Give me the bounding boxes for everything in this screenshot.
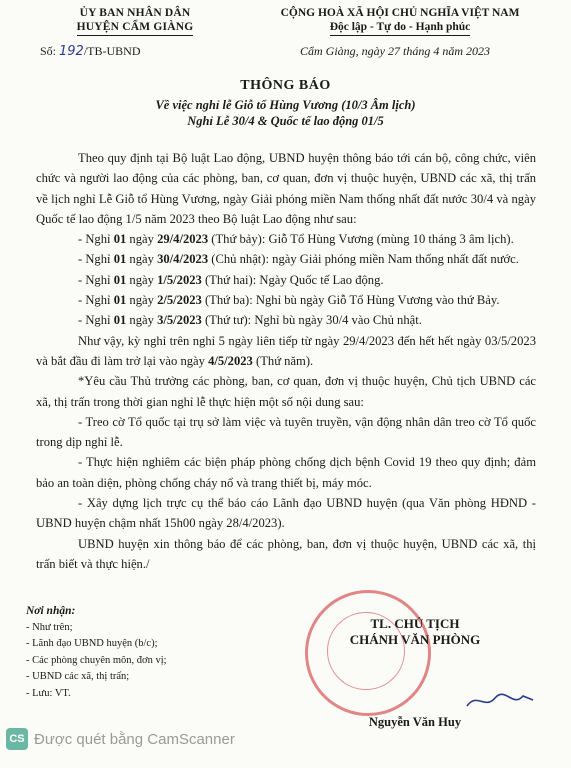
item-mid: ngày — [126, 232, 158, 247]
org-line-2: HUYỆN CẨM GIÀNG — [77, 20, 194, 36]
item-count: 01 — [113, 252, 127, 267]
item-date: 2/5/2023 — [157, 293, 202, 308]
holiday-item — [36, 270, 536, 290]
doc-number-suffix: /TB-UBND — [83, 44, 141, 58]
item-desc: (Thứ hai): Ngày Quốc tế Lao động. — [201, 272, 384, 287]
item-mid: ngày — [126, 252, 158, 267]
org-line-2-wrap — [40, 20, 230, 36]
item-desc: (Thứ bảy): Giỗ Tổ Hùng Vương (mùng 10 tháng 3 âm lịch). — [208, 232, 514, 247]
holiday-item — [36, 310, 536, 330]
closing-paragraph: UBND huyện xin thông báo để các phòng, ban, đơn vị thuộc huyện, UBND các xã, thị trấn biết và thực hiện./ — [36, 536, 536, 571]
item-mid: ngày — [126, 272, 158, 287]
national-motto — [240, 6, 560, 36]
issue-date: Cẩm Giàng, ngày 27 tháng 4 năm 2023 — [300, 44, 490, 58]
item-date: 29/4/2023 — [157, 232, 209, 247]
holiday-item — [36, 290, 536, 310]
document-title: THÔNG BÁO — [240, 78, 331, 93]
item-prefix: - Nghỉ — [78, 272, 114, 287]
recipient-item: - UBND các xã, thị trấn; — [26, 671, 130, 682]
holiday-item — [36, 249, 536, 269]
item-date: 3/5/2023 — [157, 313, 202, 328]
camscanner-watermark — [6, 728, 235, 750]
item-prefix: - Nghỉ — [78, 293, 114, 308]
item-prefix: - Nghỉ — [78, 313, 114, 328]
item-count: 01 — [113, 313, 127, 328]
nation-line-2: Độc lập - Tự do - Hạnh phúc — [330, 20, 471, 36]
request-item-covid: - Thực hiện nghiêm các biện pháp phòng chống dịch bệnh Covid 19 theo quy định; đảm bảo an toàn diện, phòng chống cháy nổ và trang thiết bị, máy móc. — [36, 455, 536, 490]
document-body — [36, 148, 536, 574]
recipient-item: - Lãnh đạo UBND huyện (b/c); — [26, 638, 158, 649]
issuing-authority — [40, 6, 230, 36]
item-desc: (Chủ nhật): ngày Giải phóng miền Nam thống nhất đất nước. — [208, 252, 519, 267]
summary-text: Như vậy, kỳ nghỉ trên nghỉ 5 ngày liên tiếp từ ngày 29/4/2023 đến hết hết ngày 03/5/2023 và bắt đầu đi làm trở lại vào ngày — [36, 333, 536, 368]
document-number — [40, 44, 141, 59]
document-subtitle-2: Nghỉ Lễ 30/4 & Quốc tế lao động 01/5 — [187, 114, 384, 128]
return-date: 4/5/2023 — [208, 353, 253, 368]
recipients-heading: Nơi nhận: — [26, 605, 76, 617]
item-prefix: - Nghỉ — [78, 252, 114, 267]
request-item-flag: - Treo cờ Tổ quốc tại trụ sở làm việc và tuyên truyền, vận động nhân dân treo cờ Tổ quốc trong dịp nghỉ lễ. — [36, 414, 536, 450]
doc-number-handwritten: 192 — [59, 44, 84, 59]
item-count: 01 — [113, 293, 127, 308]
camscanner-logo-icon: CS — [6, 728, 28, 750]
signature-block — [300, 616, 530, 648]
item-desc: (Thứ ba): Nghỉ bù ngày Giỗ Tổ Hùng Vương vào thứ Bảy. — [201, 293, 500, 308]
item-count: 01 — [113, 272, 127, 287]
document-subtitle-1: Về việc nghỉ lễ Giỗ tổ Hùng Vương (10/3 Âm lịch) — [155, 98, 416, 112]
item-date: 30/4/2023 — [157, 252, 209, 267]
recipient-item: - Lưu: VT. — [26, 687, 71, 699]
signature-title-1: TL. CHỦ TỊCH — [370, 616, 460, 631]
holiday-item — [36, 229, 536, 249]
org-line-1: ỦY BAN NHÂN DÂN — [79, 7, 191, 19]
doc-number-prefix: Số: — [40, 44, 57, 58]
item-date: 1/5/2023 — [157, 272, 202, 287]
item-desc: (Thứ tư): Nghỉ bù ngày 30/4 vào Chủ nhật. — [201, 313, 422, 328]
item-mid: ngày — [126, 313, 158, 328]
item-mid: ngày — [126, 293, 158, 308]
recipient-item: - Như trên; — [26, 621, 73, 633]
summary-tail: (Thứ năm). — [252, 353, 314, 368]
signature-title-2: CHÁNH VĂN PHÒNG — [349, 632, 481, 647]
nation-line-2-wrap — [240, 20, 560, 36]
nation-line-1: CỘNG HOÀ XÃ HỘI CHỦ NGHĨA VIỆT NAM — [280, 7, 520, 19]
handwritten-signature — [465, 690, 535, 712]
request-item-schedule: - Xây dựng lịch trực cụ thể báo cáo Lãnh đạo UBND huyện (qua Văn phòng HĐND - UBND huyện chậm nhất 15h00 ngày 28/4/2023). — [36, 496, 536, 531]
item-count: 01 — [113, 232, 127, 247]
item-prefix: - Nghỉ — [78, 232, 114, 247]
camscanner-text: Được quét bằng CamScanner — [34, 730, 235, 748]
intro-paragraph: Theo quy định tại Bộ luật Lao động, UBND huyện thông báo tới cán bộ, công chức, viên chức và người lao động của các phòng, ban, cơ quan, đơn vị thuộc huyện, UBND các xã, thị trấn về lịch nghỉ Lễ Giỗ tổ Hùng Vương, ngày Giải phóng miền Nam thống nhất đất nước 30/4 và ngày Quốc tế lao động 1/5 năm 2023 theo Bộ luật Lao động như sau: — [36, 151, 536, 226]
request-paragraph: *Yêu cầu Thủ trưởng các phòng, ban, cơ quan, đơn vị thuộc huyện, Chủ tịch UBND các xã, thị trấn trong thời gian nghỉ lễ thực hiện một số nội dung sau: — [36, 374, 536, 409]
recipient-item: - Các phòng chuyên môn, đơn vị; — [26, 654, 167, 666]
summary-paragraph — [36, 331, 536, 372]
signer-name: Nguyễn Văn Huy — [368, 715, 462, 729]
recipients-block — [26, 603, 167, 702]
